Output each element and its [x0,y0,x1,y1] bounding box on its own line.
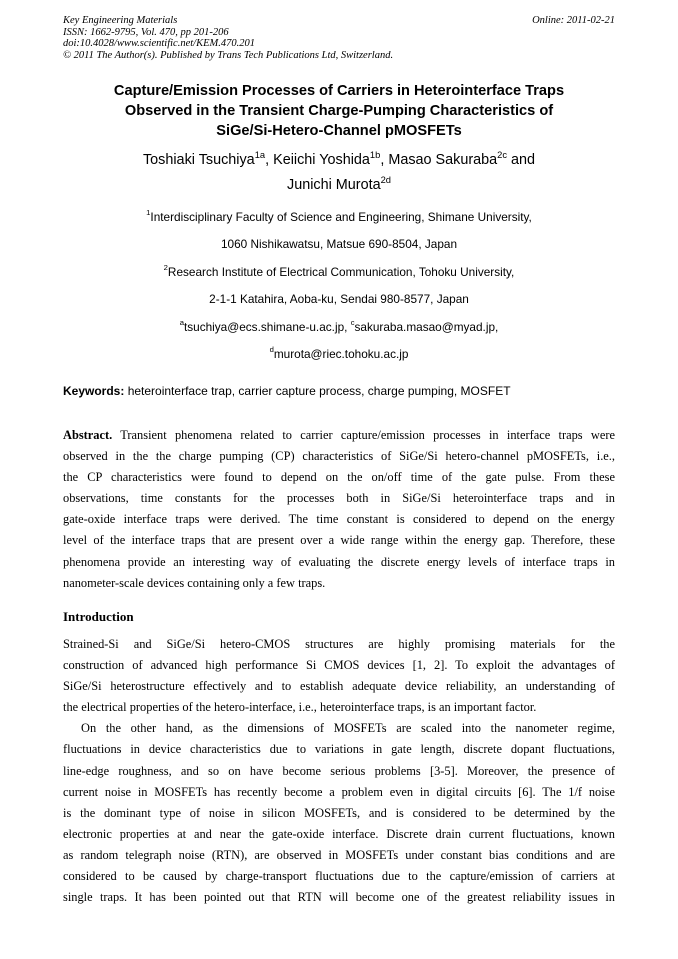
affiliation-1-marker: 1 [146,208,151,217]
intro-line: is the dominant type of noise in silicon MOSFETs, and is considered to be determined by the [63,805,615,820]
abstract-line: nanometer-scale devices containing only a few traps. [63,575,326,590]
intro-line: On the other hand, as the dimensions of MOSFETs are scaled into the nanometer regime, [81,721,615,736]
email-a[interactable]: tsuchiya@ecs.shimane-u.ac.jp, [183,319,351,334]
introduction-body [63,634,615,908]
author-conjunction: and [511,152,536,168]
email-d-marker: d [269,345,274,355]
online-date: Online: 2011-02-21 [532,15,615,26]
author-1-affil: 1a [254,150,266,160]
abstract-line: phenomena provide an interesting way of evaluating the discrete energy levels of interface traps in [63,554,615,569]
keywords-label: Keywords: [63,384,125,398]
intro-line: single traps. It has been pointed out that RTN will become one of the greatest reliability issues in [63,890,615,905]
email-c-marker: c [350,317,355,327]
abstract-line: the CP characteristics were found to depend on the on/off time of the gate pulse. From these [63,470,615,485]
authors-line-2 [63,173,615,198]
abstract-line: gate-oxide interface traps were derived. The time constant is considered to depend on the energy [63,512,615,527]
abstract-line-text: Transient phenomena related to carrier capture/emission processes in interface traps were [112,428,615,442]
author-list [63,148,615,198]
keywords [63,383,615,399]
title-line-3: SiGe/Si-Hetero-Channel pMOSFETs [216,122,462,139]
section-heading-introduction: Introduction [63,609,134,624]
affiliation-2-name: Research Institute of Electrical Communication, Tohoku University, [167,264,515,279]
emails-line-2 [63,341,615,368]
authors-line-1: Toshiaki Tsuchiya$^{1a}$, Keiichi Yoshida$^{1b}$, Masao Sakuraba$^{2c}$ and [142,150,536,168]
paper-title [63,82,615,141]
affiliation-2-line-2: 2-1-1 Katahira, Aoba-ku, Sendai 980-8577, Japan [209,292,469,307]
intro-line: line-edge roughness, and so on have become serious problems [3-5]. Moreover, the presence of [63,763,615,778]
doi-line: doi:10.4028/www.scientific.net/KEM.470.201 [63,38,255,49]
intro-line: electronic properties at and near the gate-oxide interface. Discrete drain current fluctuations, known [63,826,615,841]
author-1: Toshiaki Tsuchiya [142,152,255,168]
abstract [63,425,615,594]
author-4-affil: 2d [380,175,391,185]
author-3: Masao Sakuraba [388,152,498,168]
title-line-1: Capture/Emission Processes of Carriers in Heterointerface Traps [113,83,565,99]
copyright-line: © 2011 The Author(s). Published by Trans Tech Publications Ltd, Switzerland. [63,49,394,61]
emails-line-1 [63,314,615,341]
journal-name: Key Engineering Materials [63,15,178,26]
affiliation-2-line-1 [63,259,615,286]
intro-line: construction of advanced high performance Si CMOS devices [1, 2]. To exploit the advantages of [63,658,615,673]
intro-line: current noise in MOSFETs has recently become a problem even in digital circuits [6]. The 1/f noise [63,784,615,799]
affiliation-2-marker: 2 [163,262,168,272]
keywords-text: heterointerface trap, carrier capture process, charge pumping, MOSFET [124,384,511,398]
intro-line: fluctuations in device characteristics due to variations in gate length, discrete dopant fluctuations, [63,742,615,757]
author-2-affil: 1b [369,150,381,160]
email-c[interactable]: sakuraba.masao@myad.jp, [354,319,499,334]
intro-line: as random telegraph noise (RTN), are observed in MOSFETs under constant bias conditions and are [63,847,615,862]
author-3-affil: 2c [497,150,507,160]
abstract-line: observed in the the charge pumping (CP) characteristics of SiGe/Si hetero-channel pMOSFETs, i.e., [63,449,615,464]
affiliation-1-line-1 [63,204,615,231]
abstract-line [63,425,615,446]
affiliations [63,204,615,368]
intro-line: the electrical properties of the hetero-interface, i.e., heterointerface traps, is an important factor. [63,700,537,715]
author-2: Keiichi Yoshida [273,152,370,168]
abstract-label: Abstract. [63,428,113,442]
intro-line: SiGe/Si heterostructure effectively and to establish adequate device reliability, an understanding of [63,679,615,694]
abstract-line: observations, time constants for the processes both in SiGe/Si heterointerface traps and in [63,491,615,506]
affiliation-1-name: Interdisciplinary Faculty of Science and Engineering, Shimane University, [150,210,532,224]
intro-line: considered to be caused by charge-transport fluctuations due to the capture/emission of carriers at [63,869,615,884]
title-line-2: Observed in the Transient Charge-Pumping Characteristics of [124,102,554,119]
intro-line: Strained-Si and SiGe/Si hetero-CMOS structures are highly promising materials for the [63,637,615,651]
email-a-marker: a [179,317,184,327]
author-4: Junichi Murota [287,177,381,193]
abstract-line: level of the interface traps that are present over a wide range within the energy gap. Therefore, these [63,533,615,548]
issn-line: ISSN: 1662-9795, Vol. 470, pp 201-206 [63,26,229,38]
affiliation-1-line-2: 1060 Nishikawatsu, Matsue 690-8504, Japan [220,237,458,252]
journal-header [63,15,615,61]
email-d[interactable]: murota@riec.tohoku.ac.jp [273,347,409,362]
